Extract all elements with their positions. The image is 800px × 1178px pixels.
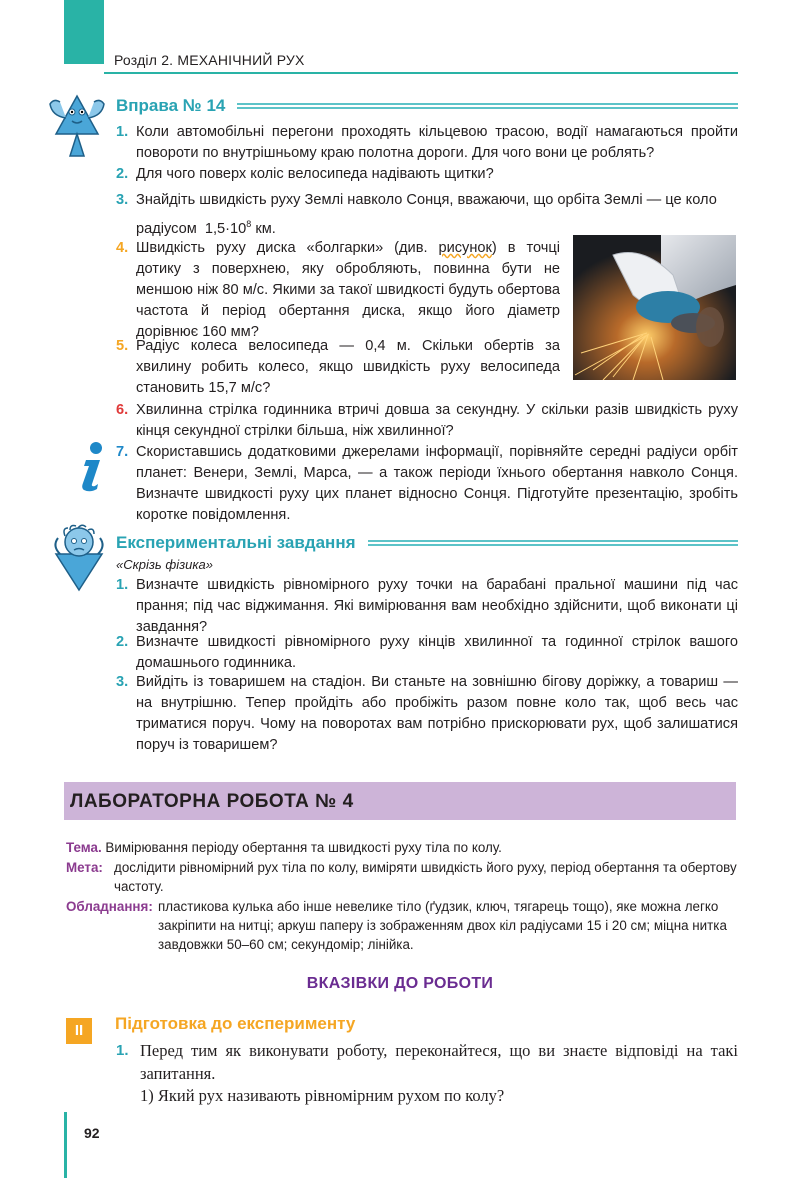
experimental-item-1: 1. Визначте швидкість рівномірного руху точки на барабані пральної машини під час прання; під час віджимання. Які вимірювання вам необхідно здійснити, щоб виконати ці завдання?: [116, 577, 738, 635]
angle-grinder-photo: [573, 235, 736, 380]
experimental-item-2: 2. Визначте швидкості рівномірного руху кінців хвилинної та годинної стрілок вашого домашнього годинника.: [116, 634, 738, 671]
exercise-item-4: 4. Швидкість руху диска «болгарки» (див. рисунок) в точці дотику з поверхнею, яку обробляють, повинна бути не меншою ніж 80 м/с. Якими за такої швидкості будуть обертова частота й період обертання диска, якщо його діаметр дорівнює 160 мм?: [116, 240, 560, 340]
experimental-title: Експериментальні завдання: [116, 533, 356, 552]
cartoon-strongman-icon: [44, 90, 110, 160]
chapter-title: Розділ 2. МЕХАНІЧНИЙ РУХ: [114, 52, 305, 68]
lab-equipment: Обладнання: пластикова кулька або інше невелике тіло (ґудзик, ключ, тягарець тощо), яке можна легко закріпити на нитці; аркуш паперу із зображенням двох кіл радіусами 15 і 20 см; міцна нитка завдовжки 50–60 см; секундомір; лінійка.: [66, 899, 727, 952]
experimental-heading: [116, 533, 738, 553]
exercise-item-5: 5. Радіус колеса велосипеда — 0,4 м. Скільки обертів за хвилину робить колесо, якщо швидкість руху велосипеда становить 15,7 м/с?: [116, 338, 560, 396]
experimental-item-3: 3. Вийдіть із товаришем на стадіон. Ви станьте на зовнішню бігову доріжку, а товариш — на внутрішню. Тепер пройдіть або пробіжіть разом повне коло так, щоб весь час триматися поруч. Чому на поворотах вам потрібно прискорювати рух, щоб залишатися поруч із товаришем?: [116, 674, 738, 753]
exercise-item-2: 2. Для чого поверх коліс велосипеда надівають щитки?: [116, 166, 494, 182]
lab-title: ЛАБОРАТОРНА РОБОТА № 4: [70, 791, 354, 812]
exercise-item-6: 6. Хвилинна стрілка годинника втричі довша за секундну. У скільки разів швидкість руху кінця секундної стрілки більша, ніж хвилинної?: [116, 402, 738, 439]
figure-link[interactable]: рисунок: [438, 240, 492, 256]
heading-double-rule: [368, 540, 738, 546]
lab-topic: Тема. Вимірювання періоду обертання та швидкості руху тіла по колу.: [66, 840, 502, 855]
cartoon-thinker-icon: [48, 524, 110, 592]
exercise-title: Вправа № 14: [116, 96, 226, 115]
stage-number-badge: II: [66, 1018, 92, 1044]
instruction-item-1: 1. Перед тим як виконувати роботу, переконайтеся, що ви знаєте відповіді на такі запитання.: [116, 1041, 738, 1083]
exercise-item-1: 1. Коли автомобільні перегони проходять кільцевою трасою, водії намагаються пройти повороти по внутрішньому краю полотна дороги. Для чого вони це роблять?: [116, 124, 738, 161]
lab-goal: Мета: дослідити рівномірний рух тіла по колу, виміряти швидкість його руху, період обертання та обертову частоту.: [66, 860, 737, 894]
footer-rule: [64, 1112, 67, 1178]
exercise-heading: [116, 96, 738, 116]
info-i-icon: [72, 440, 108, 492]
heading-double-rule: [237, 103, 738, 109]
experimental-subtitle: «Скрізь фізика»: [116, 557, 213, 572]
chapter-tab-marker: [64, 0, 104, 64]
exercise-item-7: 7. Скориставшись додатковими джерелами інформації, порівняйте середні радіуси орбіт планет: Венери, Землі, Марса, — а також періоди їхнього обертання навколо Сонця. Визначте швидкості руху цих планет відносно Сонця. Підготуйте презентацію, зробіть коротке повідомлення.: [116, 444, 738, 523]
formula: $1,5\cdot 10^8$: [204, 219, 252, 237]
exercise-item-3: 3. Знайдіть швидкість руху Землі навколо Сонця, вважаючи, що орбіта Землі — це коло радіусом $1,5\cdot 10^8$ км.: [116, 192, 717, 237]
page-number: 92: [84, 1125, 100, 1141]
header-rule: [104, 72, 738, 74]
instruction-sub-item-1: 1) Який рух називають рівномірним рухом по колу?: [140, 1086, 505, 1105]
stage-title: Підготовка до експерименту: [115, 1014, 356, 1033]
instructions-title: ВКАЗІВКИ ДО РОБОТИ: [306, 975, 494, 992]
